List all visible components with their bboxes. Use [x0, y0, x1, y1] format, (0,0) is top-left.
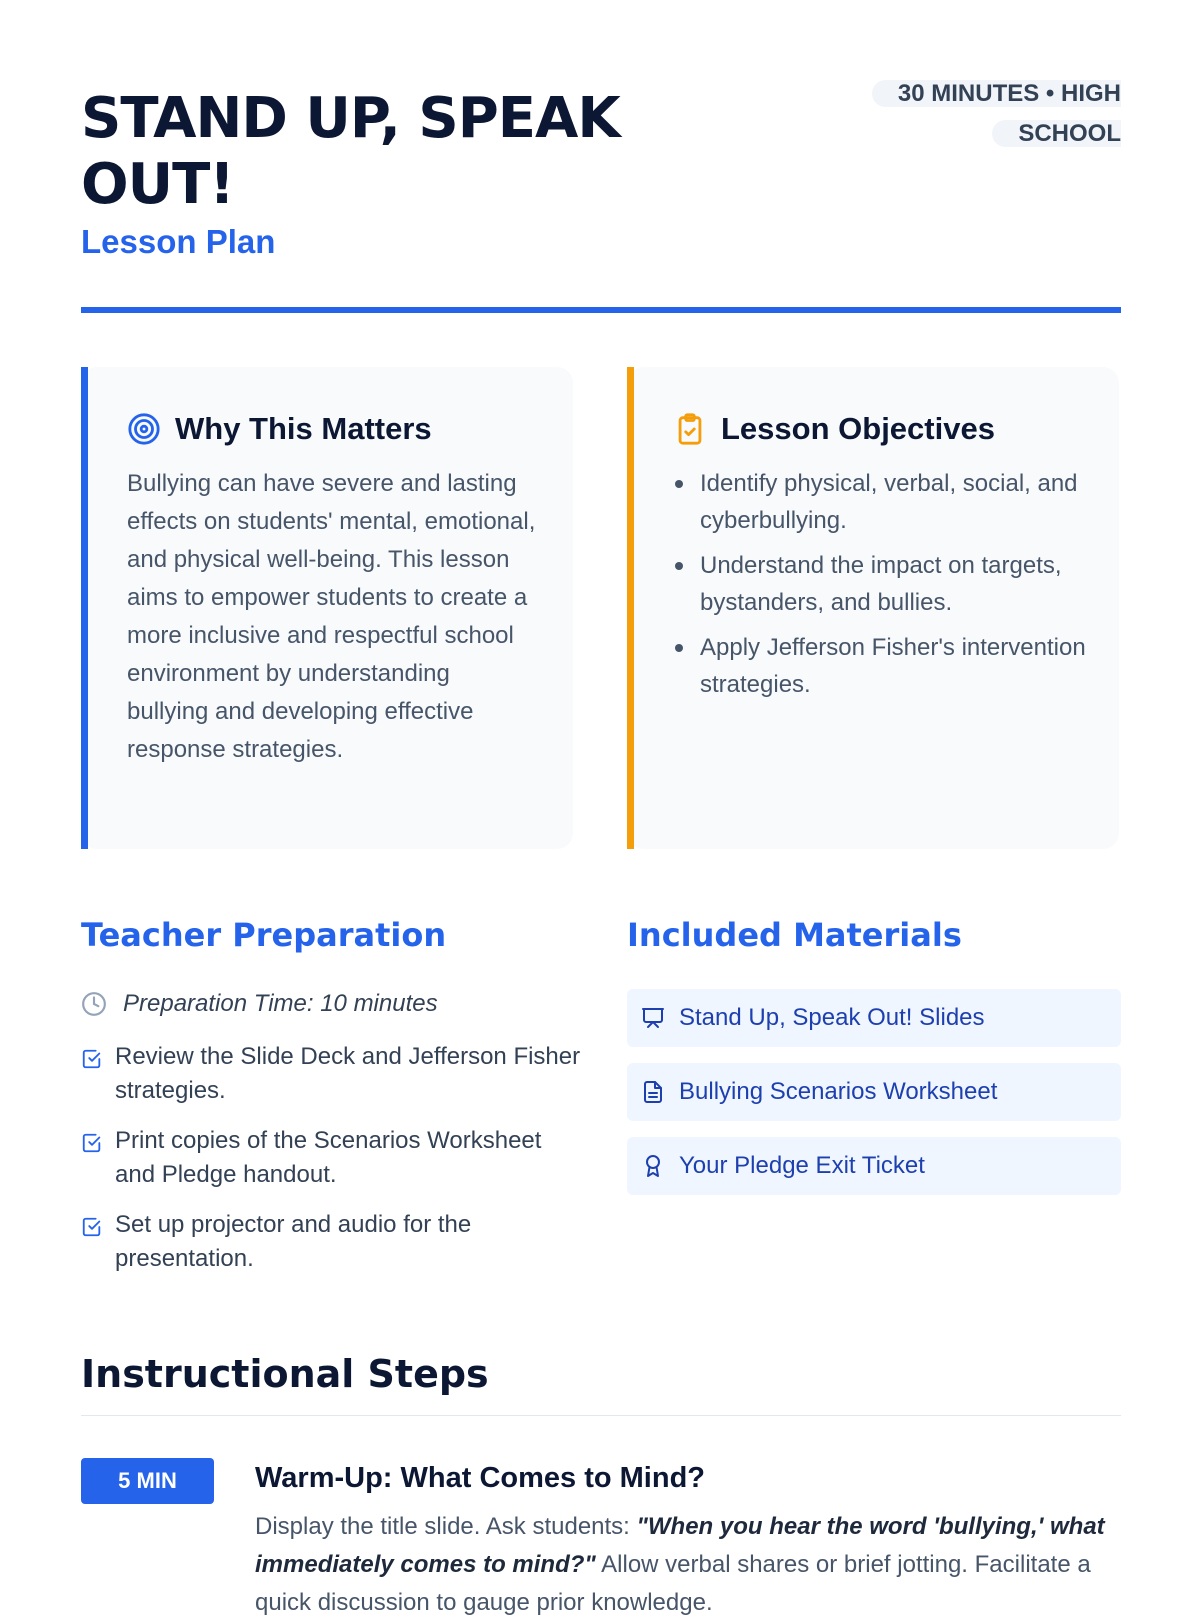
instructional-divider [81, 1415, 1121, 1416]
list-item: Identify physical, verbal, social, and cyberbullying. [673, 465, 1093, 539]
header-divider [81, 307, 1121, 313]
instructional-steps-heading: Instructional Steps [81, 1352, 489, 1396]
target-icon [127, 412, 161, 446]
duration-badge-text: 30 MINUTES • HIGH SCHOOL [872, 80, 1121, 147]
document-icon [641, 1080, 665, 1104]
checkbox-icon [81, 1132, 103, 1154]
list-item [81, 1040, 581, 1108]
prep-item-text: Print copies of the Scenarios Worksheet and Pledge handout. [115, 1127, 542, 1188]
award-icon [641, 1154, 665, 1178]
material-label: Bullying Scenarios Worksheet [679, 1078, 998, 1105]
objectives-list [673, 465, 1093, 711]
lesson-objectives-card [627, 367, 1119, 849]
prep-time-text: Preparation Time: 10 minutes [123, 990, 438, 1017]
page-subtitle: Lesson Plan [81, 223, 276, 260]
list-item [81, 1124, 581, 1192]
objectives-card-title: Lesson Objectives [721, 411, 995, 446]
material-label: Your Pledge Exit Ticket [679, 1152, 925, 1179]
list-item [81, 1208, 581, 1276]
material-worksheet-link[interactable] [627, 1063, 1121, 1121]
header [81, 80, 1121, 315]
step-body [255, 1508, 1121, 1622]
why-card-header [127, 411, 432, 447]
why-this-matters-card [81, 367, 573, 849]
lesson-plan-page [81, 0, 1121, 1616]
why-card-title: Why This Matters [175, 411, 432, 446]
list-item: Apply Jefferson Fisher's intervention strategies. [673, 629, 1093, 703]
presentation-icon [641, 1006, 665, 1030]
step-body-rest: Allow verbal shares or brief jotting. Facilitate a quick discussion to gauge prior knowledge. [255, 1551, 1091, 1616]
clipboard-check-icon [673, 412, 707, 446]
why-card-body: Bullying can have severe and lasting effects on students' mental, emotional, and physical well-being. This lesson aims to empower students to create a more inclusive and respectful school environment by understanding bullying and developing effective response strategies. [127, 470, 536, 763]
prep-time [81, 990, 438, 1018]
prep-checklist [81, 1040, 581, 1292]
checkbox-icon [81, 1048, 103, 1070]
clock-icon [81, 991, 107, 1017]
material-label: Stand Up, Speak Out! Slides [679, 1004, 985, 1031]
step-duration-badge: 5 MIN [81, 1458, 214, 1504]
material-pledge-link[interactable] [627, 1137, 1121, 1195]
step-title: Warm-Up: What Comes to Mind? [255, 1462, 705, 1494]
step-body-quote: "When you hear the word 'bullying,' what immediately comes to mind?" [255, 1513, 1105, 1578]
checkbox-icon [81, 1216, 103, 1238]
step-body-intro: Display the title slide. Ask students: [255, 1513, 637, 1540]
material-slides-link[interactable] [627, 989, 1121, 1047]
teacher-preparation-heading: Teacher Preparation [81, 916, 447, 954]
prep-item-text: Review the Slide Deck and Jefferson Fisher strategies. [115, 1043, 581, 1104]
included-materials-heading: Included Materials [627, 916, 962, 954]
page-title: STAND UP, SPEAK OUT! [81, 86, 620, 217]
prep-item-text: Set up projector and audio for the presentation. [115, 1211, 472, 1272]
objectives-card-header [673, 411, 995, 447]
list-item: Understand the impact on targets, bystanders, and bullies. [673, 547, 1093, 621]
duration-badge [869, 74, 1121, 154]
